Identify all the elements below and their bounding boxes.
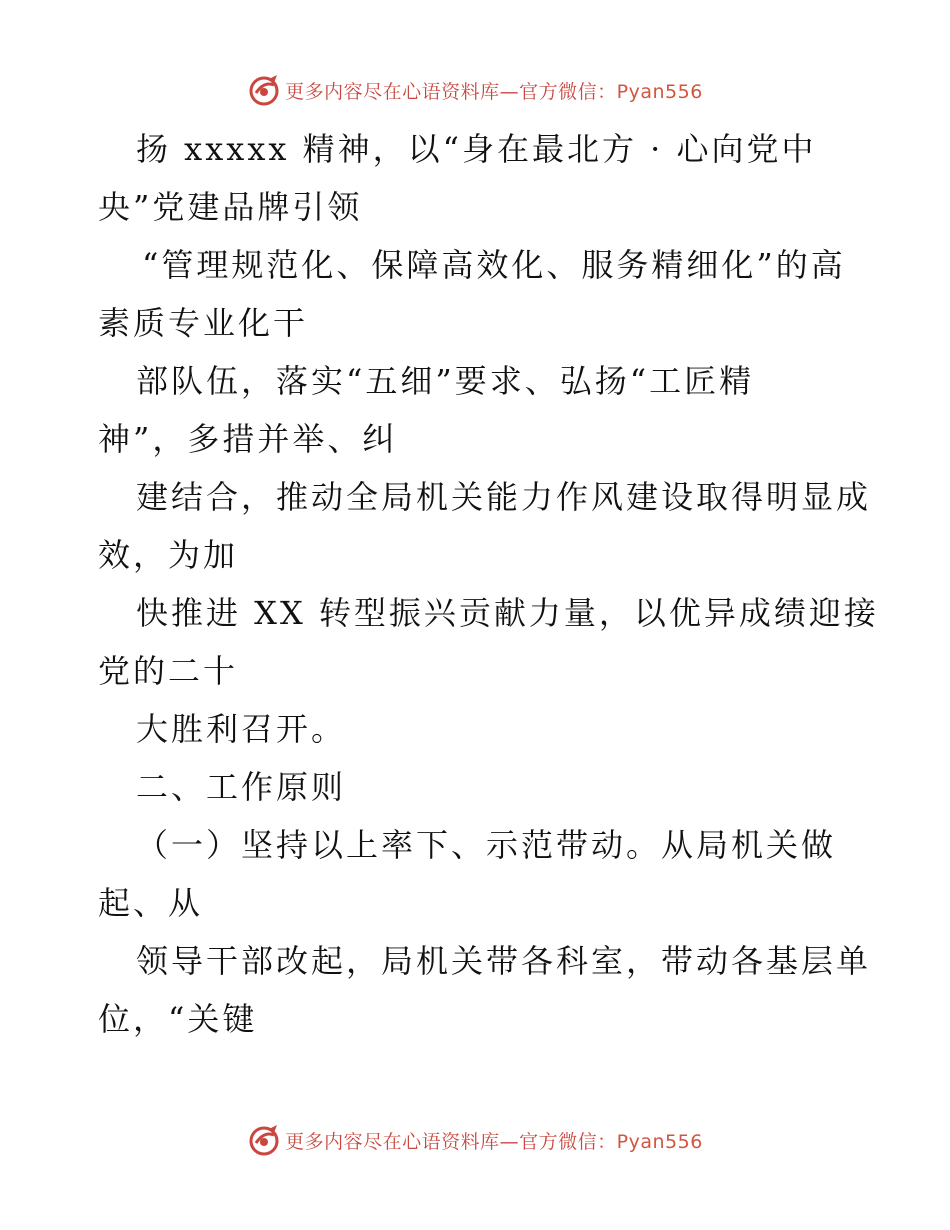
body-line: 位，“关键 [98,1000,258,1038]
body-line: （一）坚持以上率下、示范带动。从局机关做 [136,826,837,864]
body-line: 央”党建品牌引领 [98,188,363,226]
document-body [98,120,879,1048]
body-line: 效，为加 [98,536,239,574]
red-circle-logo-icon [247,73,281,107]
body-line: 快推进 XX 转型振兴贡献力量，以优异成绩迎接 [136,594,879,632]
watermark-id: Pyan556 [616,1130,703,1153]
body-line: 领导干部改起，局机关带各科室，带动各基层单 [136,942,872,980]
body-line: 大胜利召开。 [136,710,347,748]
body-line: 素质专业化干 [98,304,309,342]
body-line: 扬 xxxxx 精神，以“身在最北方 · 心向党中 [136,130,817,168]
body-line: 建结合，推动全局机关能力作风建设取得明显成 [136,478,872,516]
body-line: “管理规范化、保障高效化、服务精细化”的高 [142,246,846,284]
footer-watermark [0,1120,950,1160]
section-heading: 二、工作原则 [136,768,347,806]
body-line: 神”，多措并举、纠 [98,420,398,458]
body-line: 起、从 [98,884,204,922]
watermark-text [285,77,703,104]
watermark-id: Pyan556 [616,80,703,103]
body-line: 党的二十 [98,652,239,690]
watermark-text [285,1127,703,1154]
body-line: 部队伍，落实“五细”要求、弘扬“工匠精 [136,362,755,400]
red-circle-logo-icon [247,1123,281,1157]
watermark-label: 更多内容尽在心语资料库—官方微信： [285,80,617,103]
watermark-label: 更多内容尽在心语资料库—官方微信： [285,1130,617,1153]
header-watermark [0,70,950,110]
